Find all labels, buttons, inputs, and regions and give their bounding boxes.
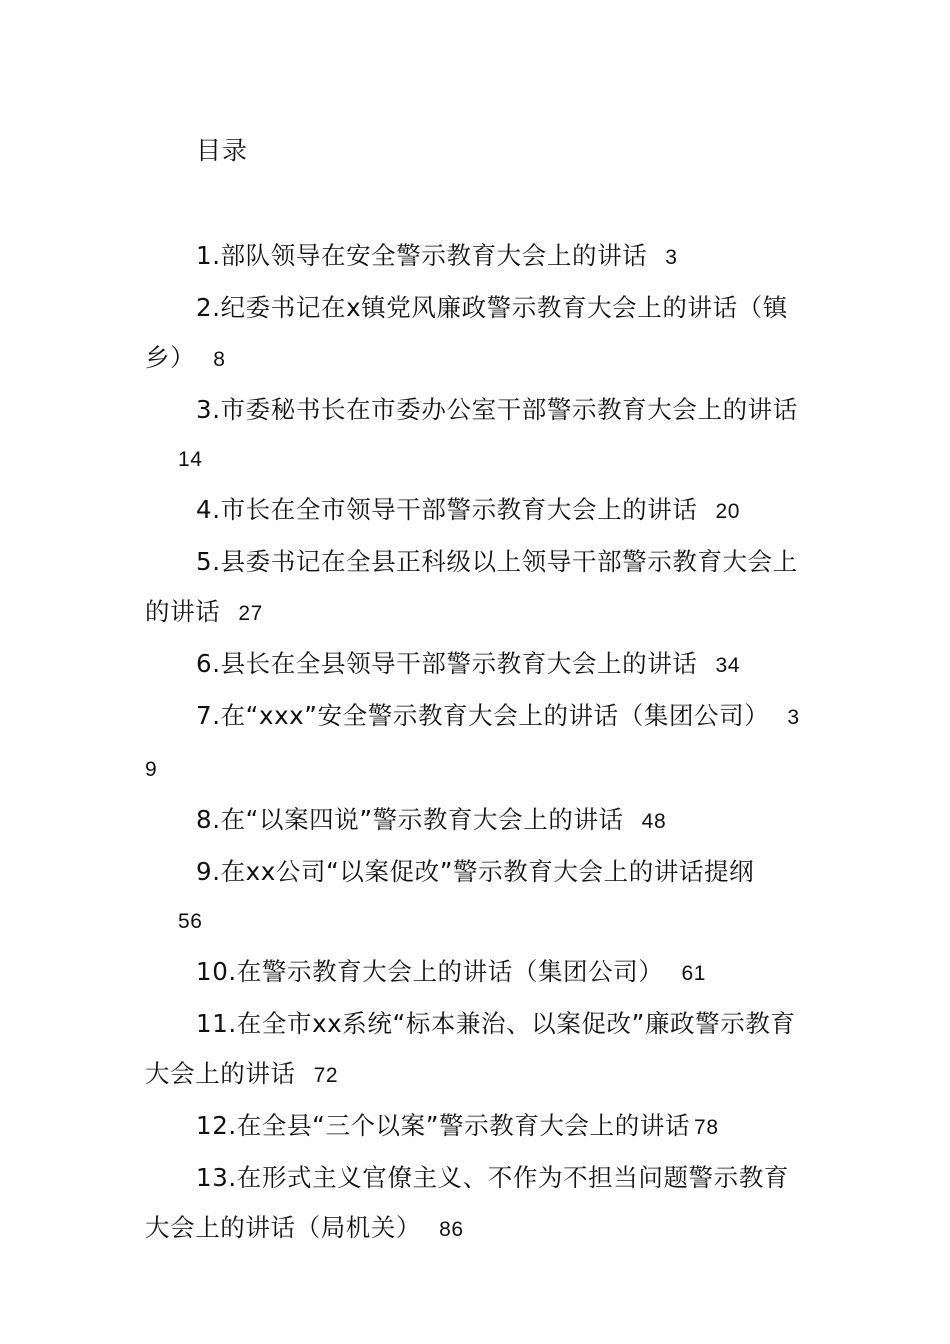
toc-entry[interactable] (145, 639, 807, 691)
toc-entry-page: 3 (665, 246, 678, 269)
toc-entry[interactable] (145, 999, 807, 1101)
toc-entry-page: 72 (313, 1064, 339, 1087)
toc-entry-text: 12.在全县“三个以案”警示教育大会上的讲话 (196, 1111, 691, 1140)
toc-entry-page: 48 (641, 810, 667, 833)
toc-entry-page: 78 (694, 1116, 719, 1139)
toc-entry-text: 5.县委书记在全县正科级以上领导干部警示教育大会上的讲话 (145, 547, 798, 626)
toc-entry[interactable] (145, 231, 807, 283)
toc-entry[interactable] (145, 1101, 807, 1153)
toc-entry-text: 8.在“以案四说”警示教育大会上的讲话 (196, 805, 624, 834)
toc-entry[interactable] (145, 847, 807, 947)
toc-list (145, 231, 807, 1255)
toc-entry-text: 6.县长在全县领导干部警示教育大会上的讲话 (196, 649, 698, 678)
toc-entry-text: 4.市长在全市领导干部警示教育大会上的讲话 (196, 495, 698, 524)
toc-entry-page: 56 (178, 910, 203, 933)
toc-entry[interactable] (145, 947, 807, 999)
toc-entry-text: 2.纪委书记在x镇党风廉政警示教育大会上的讲话（镇乡） (145, 293, 788, 372)
toc-entry[interactable] (145, 283, 807, 385)
toc-entry-text: 9.在xx公司“以案促改”警示教育大会上的讲话提纲 (196, 857, 755, 886)
toc-entry-text: 13.在形式主义官僚主义、不作为不担当问题警示教育大会上的讲话（局机关） (145, 1163, 789, 1242)
toc-entry-page: 20 (715, 500, 741, 523)
toc-entry[interactable] (145, 485, 807, 537)
toc-entry[interactable] (145, 795, 807, 847)
toc-entry-page: 39 (145, 706, 800, 781)
toc-entry-page: 14 (178, 448, 203, 471)
toc-entry-page: 86 (439, 1218, 464, 1241)
toc-entry-page: 8 (213, 348, 226, 371)
toc-entry-page: 27 (238, 602, 263, 625)
toc-entry-text: 11.在全市xx系统“标本兼治、以案促改”廉政警示教育大会上的讲话 (145, 1009, 796, 1088)
toc-entry[interactable] (145, 385, 807, 485)
toc-entry-page: 34 (715, 654, 741, 677)
toc-entry-page: 61 (681, 962, 707, 985)
toc-title: 目录 (196, 136, 249, 165)
toc-entry-text: 1.部队领导在安全警示教育大会上的讲话 (196, 241, 648, 270)
toc-entry[interactable] (145, 537, 807, 639)
toc-entry-text: 3.市委秘书长在市委办公室干部警示教育大会上的讲话 (196, 395, 798, 424)
toc-entry[interactable] (145, 1153, 807, 1255)
toc-entry[interactable] (145, 691, 807, 795)
toc-entry-text: 7.在“xxx”安全警示教育大会上的讲话（集团公司） (196, 701, 770, 730)
toc-entry-text: 10.在警示教育大会上的讲话（集团公司） (196, 957, 664, 986)
